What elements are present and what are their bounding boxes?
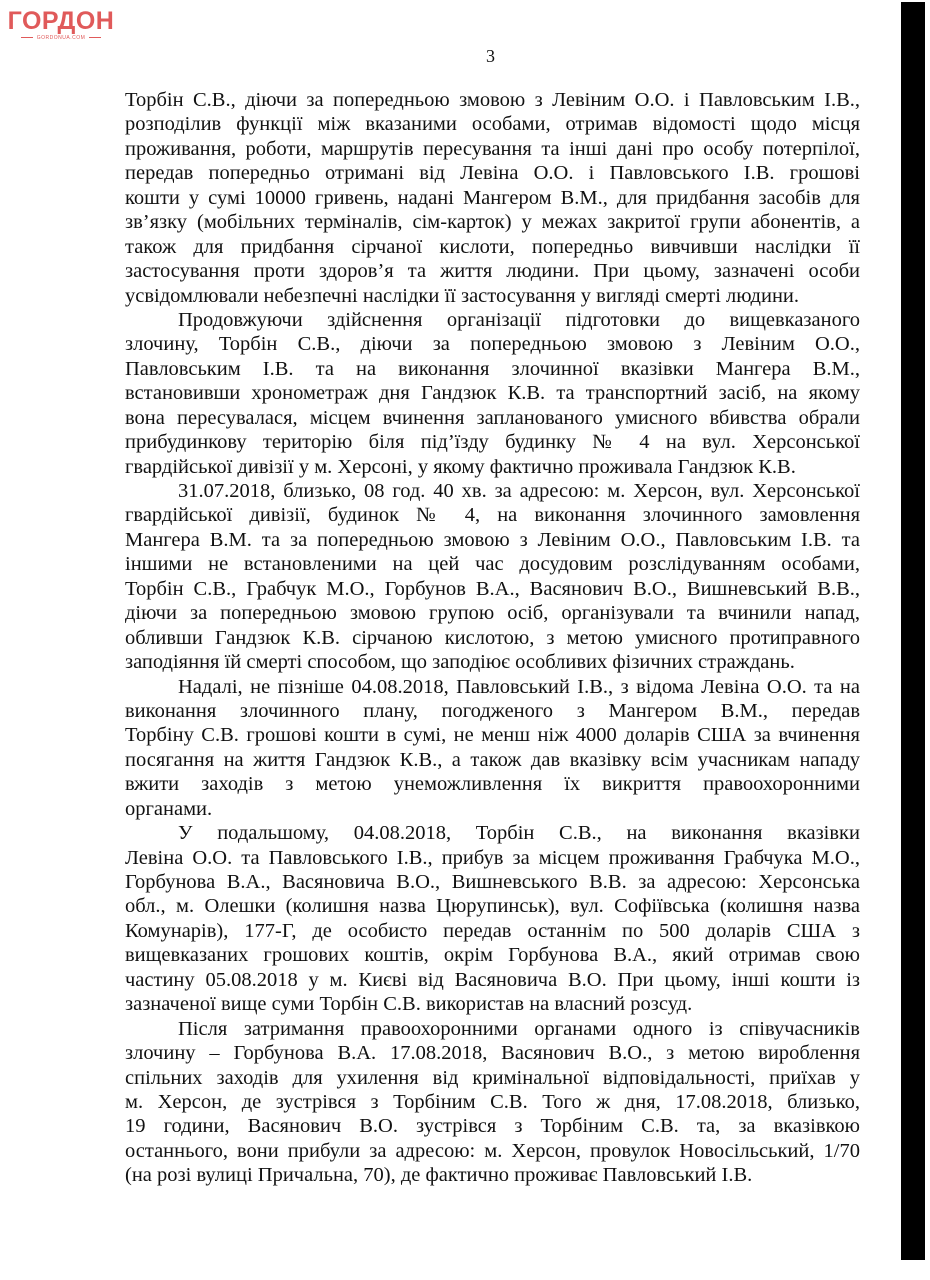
text-line: також для придбання сірчаної кислоти, попередньо вивчивши наслідки її [125, 235, 860, 258]
text-line: передав попередньо отримані від Левіна О.О. і Павловського І.В. грошові [125, 162, 860, 185]
gordon-logo [6, 8, 116, 41]
text-line: встановивши хронометраж дня Гандзюк К.В. та транспортний засіб, на якому [125, 382, 860, 405]
text-line: Торбін С.В., Грабчук М.О., Горбунов В.А., Васянович В.О., Вишневський В.В., [125, 577, 860, 600]
text-line: заподіяння їй смерті способом, що заподіює особливих фізичних страждань. [125, 651, 795, 674]
text-line: Мангера В.М. та за попередньою змовою з Левіним О.О., Павловським І.В. та [125, 528, 860, 551]
text-line: Після затримання правоохоронними органами одного із співучасників [178, 1017, 860, 1040]
page-number: 3 [486, 46, 495, 66]
text-line: У подальшому, 04.08.2018, Торбін С.В., на виконання вказівки [178, 822, 860, 845]
paragraph [125, 479, 860, 675]
text-line: Павловським І.В. та на виконання злочинної вказівки Мангера В.М., [125, 357, 860, 380]
text-line: злочину, Торбін С.В., діючи за попередньою змовою з Левіним О.О., [125, 333, 860, 356]
text-line: Горбунова В.А., Васяновича В.О., Вишневського В.В. за адресою: Херсонська [125, 871, 860, 893]
text-line: застосування проти здоров’я та життя людини. При цьому, зазначені особи [125, 260, 860, 283]
text-line: (на розі вулиці Причальна, 70), де фактично проживає Павловський І.В. [125, 1164, 753, 1187]
text-line: вжити заходів з метою унеможливлення їх викриття правоохоронними [125, 773, 860, 796]
text-line: обл., м. Олешки (колишня назва Цюрупинськ), вул. Софіївська (колишня назва [125, 895, 860, 918]
text-line: м. Херсон, де зустрівся з Торбіним С.В. Того ж дня, 17.08.2018, близько, [125, 1090, 860, 1113]
paragraph [125, 308, 860, 479]
text-line: Комунарів), 177-Г, де особисто передав останнім по 500 доларів США з [125, 919, 860, 942]
text-line: Надалі, не пізніше 04.08.2018, Павловський І.В., з відома Левіна О.О. та на [178, 675, 860, 698]
text-line: 19 години, Васянович В.О. зустрівся з Торбіним С.В. та, за вказівкою [125, 1115, 860, 1138]
text-line: вона пересувалася, місцем вчинення запланованого умисного вбивства обрали [125, 406, 860, 429]
text-line: зв’язку (мобільних терміналів, сім-карток) у межах закритої групи абонентів, а [125, 211, 860, 234]
paragraph [125, 675, 860, 822]
paragraph [125, 821, 860, 1017]
text-line: діючи за попередньою змовою групою осіб, організували та вчинили напад, [125, 602, 860, 625]
text-line: проживання, роботи, маршрутів пересування та інші дані про особу потерпілої, [125, 137, 860, 160]
text-line: частину 05.08.2018 у м. Києві від Васяновича В.О. При цьому, інші кошти із [125, 968, 860, 991]
text-line: Торбіну С.В. грошові кошти в сумі, не менш ніж 4000 доларів США за вчинення [125, 724, 860, 747]
text-line: Левіна О.О. та Павловського І.В., прибув за місцем проживання Грабчука М.О., [125, 846, 860, 869]
text-line: кошти у сумі 10000 гривень, надані Мангером В.М., для придбання засобів для [125, 186, 860, 209]
text-line: іншими не встановленими на цей час досудовим розслідуванням особами, [125, 553, 860, 576]
text-line: виконання злочинного плану, погодженого з Мангером В.М., передав [125, 699, 860, 722]
text-line: органами. [125, 797, 213, 820]
text-line: зазначеної вище суми Торбін С.В. використав на власний розсуд. [125, 993, 693, 1016]
text-line: гвардійської дивізії у м. Херсоні, у якому фактично проживала Гандзюк К.В. [125, 455, 796, 478]
text-line: злочину – Горбунова В.А. 17.08.2018, Васянович В.О., з метою вироблення [125, 1042, 860, 1065]
paragraph [125, 1017, 860, 1188]
logo-site: GORDONUA.COM [6, 35, 116, 41]
text-line: Продовжуючи здійснення організації підготовки до вищевказаного [178, 308, 860, 331]
text-line: гвардійської дивізії, будинок № 4, на виконання злочинного замовлення [125, 504, 860, 527]
text-line: останнього, вони прибули за адресою: м. Херсон, провулок Новосільський, 1/70 [125, 1139, 860, 1162]
text-line: посягання на життя Гандзюк К.В., а також дав вказівку всім учасникам нападу [125, 748, 860, 771]
text-line: 31.07.2018, близько, 08 год. 40 хв. за адресою: м. Херсон, вул. Херсонської [178, 480, 860, 502]
logo-name: ГОРДОН [7, 7, 115, 35]
paragraph [125, 88, 860, 308]
text-line: прибудинкову територію біля під’їзду будинку № 4 на вул. Херсонської [125, 431, 860, 454]
text-line: обливши Гандзюк К.В. сірчаною кислотою, з метою умисного протиправного [125, 626, 860, 649]
text-line: розподілив функції між вказаними особами, отримав відомості щодо місця [125, 113, 860, 136]
text-line: Торбін С.В., діючи за попередньою змовою з Левіним О.О. і Павловським І.В., [125, 89, 860, 111]
text-line: усвідомлювали небезпечні наслідки її застосування у вигляді смерті людини. [125, 284, 800, 307]
text-line: вищевказаних грошових коштів, окрім Горбунова В.А., який отримав свою [125, 944, 860, 967]
text-line: спільних заходів для ухилення від кримінальної відповідальності, приїхав у [125, 1066, 860, 1089]
scan-edge-bar [901, 2, 925, 1260]
document-body [125, 88, 860, 1188]
